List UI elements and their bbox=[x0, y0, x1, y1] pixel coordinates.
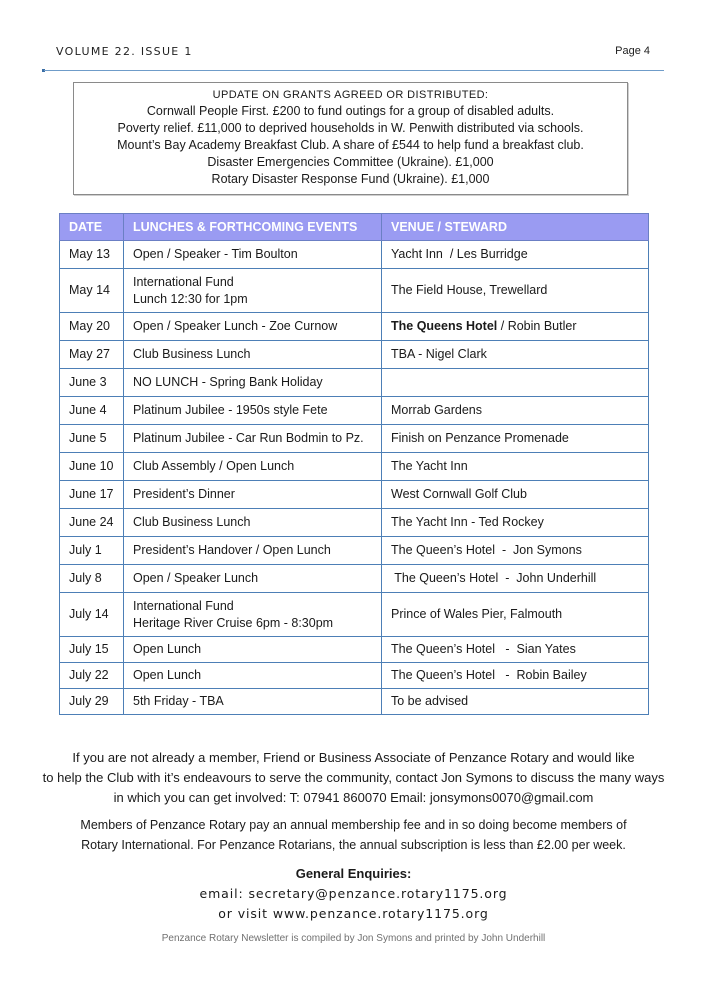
row-venue bbox=[382, 397, 649, 425]
row-venue bbox=[382, 509, 649, 537]
row-event-line: Platinum Jubilee - Car Run Bodmin to Pz. bbox=[133, 431, 364, 445]
table-row bbox=[60, 453, 649, 481]
newsletter-credit: Penzance Rotary Newsletter is compiled by Jon Symons and printed by John Underhill bbox=[161, 933, 546, 944]
table-row bbox=[60, 689, 649, 715]
row-date: May 27 bbox=[60, 341, 124, 369]
header-date: DATE bbox=[60, 214, 124, 241]
row-event-line: Heritage River Cruise 6pm - 8:30pm bbox=[133, 615, 334, 630]
table-row bbox=[60, 269, 649, 313]
row-venue-text: The Yacht Inn - Ted Rockey bbox=[391, 515, 544, 529]
grant-line: Disaster Emergencies Committee (Ukraine). £1,000 bbox=[207, 155, 494, 169]
events-table bbox=[59, 213, 649, 715]
table-row bbox=[60, 369, 649, 397]
table-row bbox=[60, 565, 649, 593]
row-venue bbox=[382, 425, 649, 453]
grant-line: Poverty relief. £11,000 to deprived households in W. Penwith distributed via schools. bbox=[117, 121, 584, 135]
row-event-line: President’s Dinner bbox=[133, 487, 235, 501]
row-event bbox=[124, 593, 382, 637]
row-venue-highlight: The Queens Hotel bbox=[391, 319, 498, 333]
header-events: LUNCHES & FORTHCOMING EVENTS bbox=[124, 214, 382, 241]
grant-line: Mount’s Bay Academy Breakfast Club. A share of £544 to help fund a breakfast club. bbox=[117, 138, 584, 152]
row-date: July 15 bbox=[60, 637, 124, 663]
row-venue bbox=[382, 637, 649, 663]
row-date: July 29 bbox=[60, 689, 124, 715]
row-event-line: Club Business Lunch bbox=[133, 347, 251, 361]
row-event bbox=[124, 453, 382, 481]
row-event-line: International Fund bbox=[133, 598, 234, 613]
row-venue-text: The Field House, Trewellard bbox=[391, 283, 548, 297]
row-date: June 24 bbox=[60, 509, 124, 537]
row-venue bbox=[382, 341, 649, 369]
row-event-line: Club Business Lunch bbox=[133, 515, 251, 529]
row-venue-text: TBA - Nigel Clark bbox=[391, 347, 487, 361]
row-venue bbox=[382, 565, 649, 593]
row-event bbox=[124, 269, 382, 313]
table-row bbox=[60, 341, 649, 369]
row-event bbox=[124, 313, 382, 341]
row-date: June 4 bbox=[60, 397, 124, 425]
grant-line: Rotary Disaster Response Fund (Ukraine). £1,000 bbox=[211, 172, 490, 186]
row-event bbox=[124, 637, 382, 663]
row-venue bbox=[382, 593, 649, 637]
row-event bbox=[124, 425, 382, 453]
enquiry-website: or visit www.penzance.rotary1175.org bbox=[218, 906, 489, 921]
table-row bbox=[60, 663, 649, 689]
row-venue bbox=[382, 689, 649, 715]
enquiry-email: email: secretary@penzance.rotary1175.org bbox=[199, 886, 508, 901]
row-date: July 14 bbox=[60, 593, 124, 637]
general-enquiries-title: General Enquiries: bbox=[295, 866, 412, 881]
page-number: Page 4 bbox=[615, 45, 650, 57]
row-venue-text: Prince of Wales Pier, Falmouth bbox=[391, 607, 563, 621]
fee-line: Rotary International. For Penzance Rotarians, the annual subscription is less than £2.00 per week. bbox=[81, 838, 626, 852]
grants-box bbox=[73, 82, 628, 195]
row-venue-text: Finish on Penzance Promenade bbox=[391, 431, 569, 445]
row-venue-text: West Cornwall Golf Club bbox=[391, 487, 527, 501]
row-event bbox=[124, 509, 382, 537]
row-event bbox=[124, 241, 382, 269]
row-venue bbox=[382, 537, 649, 565]
table-row bbox=[60, 637, 649, 663]
row-venue-text: The Queen’s Hotel - Jon Symons bbox=[391, 543, 582, 557]
row-event-line: Open / Speaker Lunch - Zoe Curnow bbox=[133, 319, 338, 333]
row-event-line: International Fund bbox=[133, 274, 234, 289]
row-event-line: Open Lunch bbox=[133, 668, 202, 682]
row-venue-text: / Robin Butler bbox=[497, 319, 577, 333]
membership-line: If you are not already a member, Friend or Business Associate of Penzance Rotary and would like bbox=[72, 750, 635, 765]
row-date: June 3 bbox=[60, 369, 124, 397]
row-date: June 17 bbox=[60, 481, 124, 509]
row-date: July 8 bbox=[60, 565, 124, 593]
row-venue bbox=[382, 481, 649, 509]
row-date: May 13 bbox=[60, 241, 124, 269]
volume-issue: VOLUME 22. ISSUE 1 bbox=[56, 45, 193, 58]
row-date: July 22 bbox=[60, 663, 124, 689]
row-event bbox=[124, 537, 382, 565]
row-event bbox=[124, 663, 382, 689]
events-table-header bbox=[60, 214, 649, 241]
row-venue bbox=[382, 663, 649, 689]
row-venue bbox=[382, 369, 649, 397]
row-venue-text: Morrab Gardens bbox=[391, 403, 483, 417]
grants-title: UPDATE ON GRANTS AGREED OR DISTRIBUTED: bbox=[212, 89, 489, 101]
row-venue bbox=[382, 313, 649, 341]
table-row bbox=[60, 397, 649, 425]
row-event bbox=[124, 481, 382, 509]
row-date: May 14 bbox=[60, 269, 124, 313]
row-event-line: 5th Friday - TBA bbox=[133, 694, 224, 708]
footer bbox=[0, 748, 707, 944]
membership-contact-line: in which you can get involved: T: 07941 860070 Email: jonsymons0070@gmail.com bbox=[113, 790, 594, 805]
row-event bbox=[124, 689, 382, 715]
row-event-line: NO LUNCH - Spring Bank Holiday bbox=[133, 375, 323, 389]
header-rule bbox=[44, 70, 664, 71]
row-venue bbox=[382, 269, 649, 313]
row-date: July 1 bbox=[60, 537, 124, 565]
row-venue bbox=[382, 453, 649, 481]
row-date: May 20 bbox=[60, 313, 124, 341]
fee-line: Members of Penzance Rotary pay an annual membership fee and in so doing become members of bbox=[80, 818, 627, 832]
grant-line: Cornwall People First. £200 to fund outings for a group of disabled adults. bbox=[146, 104, 555, 118]
row-event-line: Open Lunch bbox=[133, 642, 202, 656]
row-venue-text: The Yacht Inn bbox=[391, 459, 468, 473]
table-row bbox=[60, 537, 649, 565]
row-event-line: Open / Speaker - Tim Boulton bbox=[133, 247, 298, 261]
membership-line: to help the Club with it’s endeavours to serve the community, contact Jon Symons to discuss the many ways bbox=[42, 770, 665, 785]
row-event-line: Lunch 12:30 for 1pm bbox=[133, 291, 248, 306]
table-row bbox=[60, 481, 649, 509]
row-event-line: President’s Handover / Open Lunch bbox=[133, 543, 331, 557]
row-event-line: Platinum Jubilee - 1950s style Fete bbox=[133, 403, 328, 417]
events-table-body bbox=[60, 241, 649, 715]
row-venue-text: To be advised bbox=[391, 694, 469, 708]
row-event-line: Open / Speaker Lunch bbox=[133, 571, 259, 585]
row-venue-text: The Queen’s Hotel - Sian Yates bbox=[391, 642, 576, 656]
row-venue bbox=[382, 241, 649, 269]
table-row bbox=[60, 425, 649, 453]
header-venue: VENUE / STEWARD bbox=[382, 214, 649, 241]
row-date: June 5 bbox=[60, 425, 124, 453]
row-event-line: Club Assembly / Open Lunch bbox=[133, 459, 295, 473]
table-row bbox=[60, 313, 649, 341]
table-row bbox=[60, 241, 649, 269]
row-event bbox=[124, 369, 382, 397]
page-header bbox=[56, 45, 650, 61]
row-venue-text: The Queen’s Hotel - John Underhill bbox=[391, 571, 597, 585]
table-row bbox=[60, 509, 649, 537]
row-event bbox=[124, 397, 382, 425]
row-venue-text: Yacht Inn / Les Burridge bbox=[391, 247, 528, 261]
table-row bbox=[60, 593, 649, 637]
row-event bbox=[124, 341, 382, 369]
row-venue-text: The Queen’s Hotel - Robin Bailey bbox=[391, 668, 587, 682]
row-event bbox=[124, 565, 382, 593]
row-date: June 10 bbox=[60, 453, 124, 481]
